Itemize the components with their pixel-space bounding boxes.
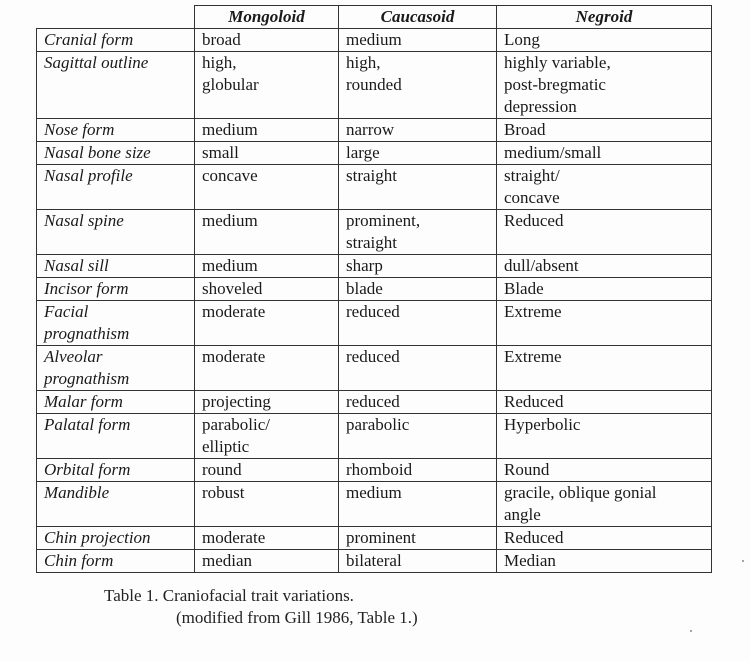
trait-value-caucasoid: prominent, straight xyxy=(339,210,497,255)
table-row xyxy=(37,301,712,346)
trait-name-cell: Nose form xyxy=(37,119,195,142)
table-row xyxy=(37,210,712,255)
header-corner-cell xyxy=(37,6,195,29)
trait-name-cell: Incisor form xyxy=(37,278,195,301)
trait-value-mongoloid: high, globular xyxy=(195,52,339,119)
table-caption xyxy=(104,585,418,629)
table-row xyxy=(37,391,712,414)
table-row xyxy=(37,414,712,459)
trait-value-mongoloid: concave xyxy=(195,165,339,210)
trait-value-caucasoid: high, rounded xyxy=(339,52,497,119)
table-row xyxy=(37,255,712,278)
header-mongoloid: Mongoloid xyxy=(195,6,339,29)
trait-name-cell: Alveolar prognathism xyxy=(37,346,195,391)
trait-value-mongoloid: shoveled xyxy=(195,278,339,301)
trait-value-caucasoid: reduced xyxy=(339,301,497,346)
table-row xyxy=(37,165,712,210)
table-row xyxy=(37,550,712,573)
trait-name-cell: Chin projection xyxy=(37,527,195,550)
trait-value-negroid: Extreme xyxy=(497,301,712,346)
trait-value-caucasoid: straight xyxy=(339,165,497,210)
table-row xyxy=(37,527,712,550)
trait-value-negroid: Median xyxy=(497,550,712,573)
trait-value-mongoloid: projecting xyxy=(195,391,339,414)
scan-speck xyxy=(742,560,744,562)
trait-value-mongoloid: round xyxy=(195,459,339,482)
trait-value-caucasoid: medium xyxy=(339,482,497,527)
trait-name-cell: Chin form xyxy=(37,550,195,573)
trait-value-negroid: straight/ concave xyxy=(497,165,712,210)
trait-name-cell: Palatal form xyxy=(37,414,195,459)
table-row xyxy=(37,119,712,142)
trait-value-mongoloid: broad xyxy=(195,29,339,52)
trait-value-negroid: Reduced xyxy=(497,391,712,414)
table-row xyxy=(37,52,712,119)
trait-name-cell: Nasal profile xyxy=(37,165,195,210)
trait-value-caucasoid: bilateral xyxy=(339,550,497,573)
trait-value-mongoloid: median xyxy=(195,550,339,573)
trait-value-negroid: Reduced xyxy=(497,527,712,550)
trait-value-mongoloid: medium xyxy=(195,119,339,142)
trait-value-negroid: Extreme xyxy=(497,346,712,391)
trait-value-mongoloid: moderate xyxy=(195,301,339,346)
trait-value-mongoloid: medium xyxy=(195,210,339,255)
trait-value-negroid: Broad xyxy=(497,119,712,142)
trait-value-negroid: Long xyxy=(497,29,712,52)
trait-value-caucasoid: sharp xyxy=(339,255,497,278)
craniofacial-traits-table xyxy=(36,5,712,573)
trait-name-cell: Nasal bone size xyxy=(37,142,195,165)
table-header-row xyxy=(37,6,712,29)
trait-value-caucasoid: prominent xyxy=(339,527,497,550)
table-row xyxy=(37,29,712,52)
trait-value-negroid: Hyperbolic xyxy=(497,414,712,459)
trait-value-caucasoid: parabolic xyxy=(339,414,497,459)
table-row xyxy=(37,346,712,391)
trait-value-caucasoid: blade xyxy=(339,278,497,301)
trait-value-mongoloid: moderate xyxy=(195,527,339,550)
trait-value-negroid: Round xyxy=(497,459,712,482)
table-row xyxy=(37,459,712,482)
trait-value-caucasoid: reduced xyxy=(339,346,497,391)
trait-name-cell: Facial prognathism xyxy=(37,301,195,346)
trait-name-cell: Malar form xyxy=(37,391,195,414)
table-row xyxy=(37,278,712,301)
trait-value-negroid: highly variable, post-bregmatic depression xyxy=(497,52,712,119)
trait-value-negroid: Blade xyxy=(497,278,712,301)
table-row xyxy=(37,142,712,165)
trait-name-cell: Nasal sill xyxy=(37,255,195,278)
trait-name-cell: Mandible xyxy=(37,482,195,527)
trait-name-cell: Orbital form xyxy=(37,459,195,482)
trait-value-caucasoid: narrow xyxy=(339,119,497,142)
trait-value-negroid: medium/small xyxy=(497,142,712,165)
trait-value-negroid: gracile, oblique gonial angle xyxy=(497,482,712,527)
header-caucasoid: Caucasoid xyxy=(339,6,497,29)
trait-value-negroid: Reduced xyxy=(497,210,712,255)
trait-name-cell: Cranial form xyxy=(37,29,195,52)
header-negroid: Negroid xyxy=(497,6,712,29)
trait-value-caucasoid: large xyxy=(339,142,497,165)
scan-speck xyxy=(690,630,692,632)
trait-value-caucasoid: reduced xyxy=(339,391,497,414)
trait-value-mongoloid: parabolic/ elliptic xyxy=(195,414,339,459)
trait-value-mongoloid: medium xyxy=(195,255,339,278)
table-body xyxy=(37,29,712,573)
trait-value-caucasoid: rhomboid xyxy=(339,459,497,482)
caption-line-1: Table 1. Craniofacial trait variations. xyxy=(104,586,354,605)
trait-name-cell: Sagittal outline xyxy=(37,52,195,119)
table-row xyxy=(37,482,712,527)
trait-value-negroid: dull/absent xyxy=(497,255,712,278)
trait-name-cell: Nasal spine xyxy=(37,210,195,255)
caption-line-2: (modified from Gill 1986, Table 1.) xyxy=(176,608,418,627)
trait-value-mongoloid: moderate xyxy=(195,346,339,391)
trait-value-mongoloid: robust xyxy=(195,482,339,527)
trait-value-mongoloid: small xyxy=(195,142,339,165)
trait-value-caucasoid: medium xyxy=(339,29,497,52)
